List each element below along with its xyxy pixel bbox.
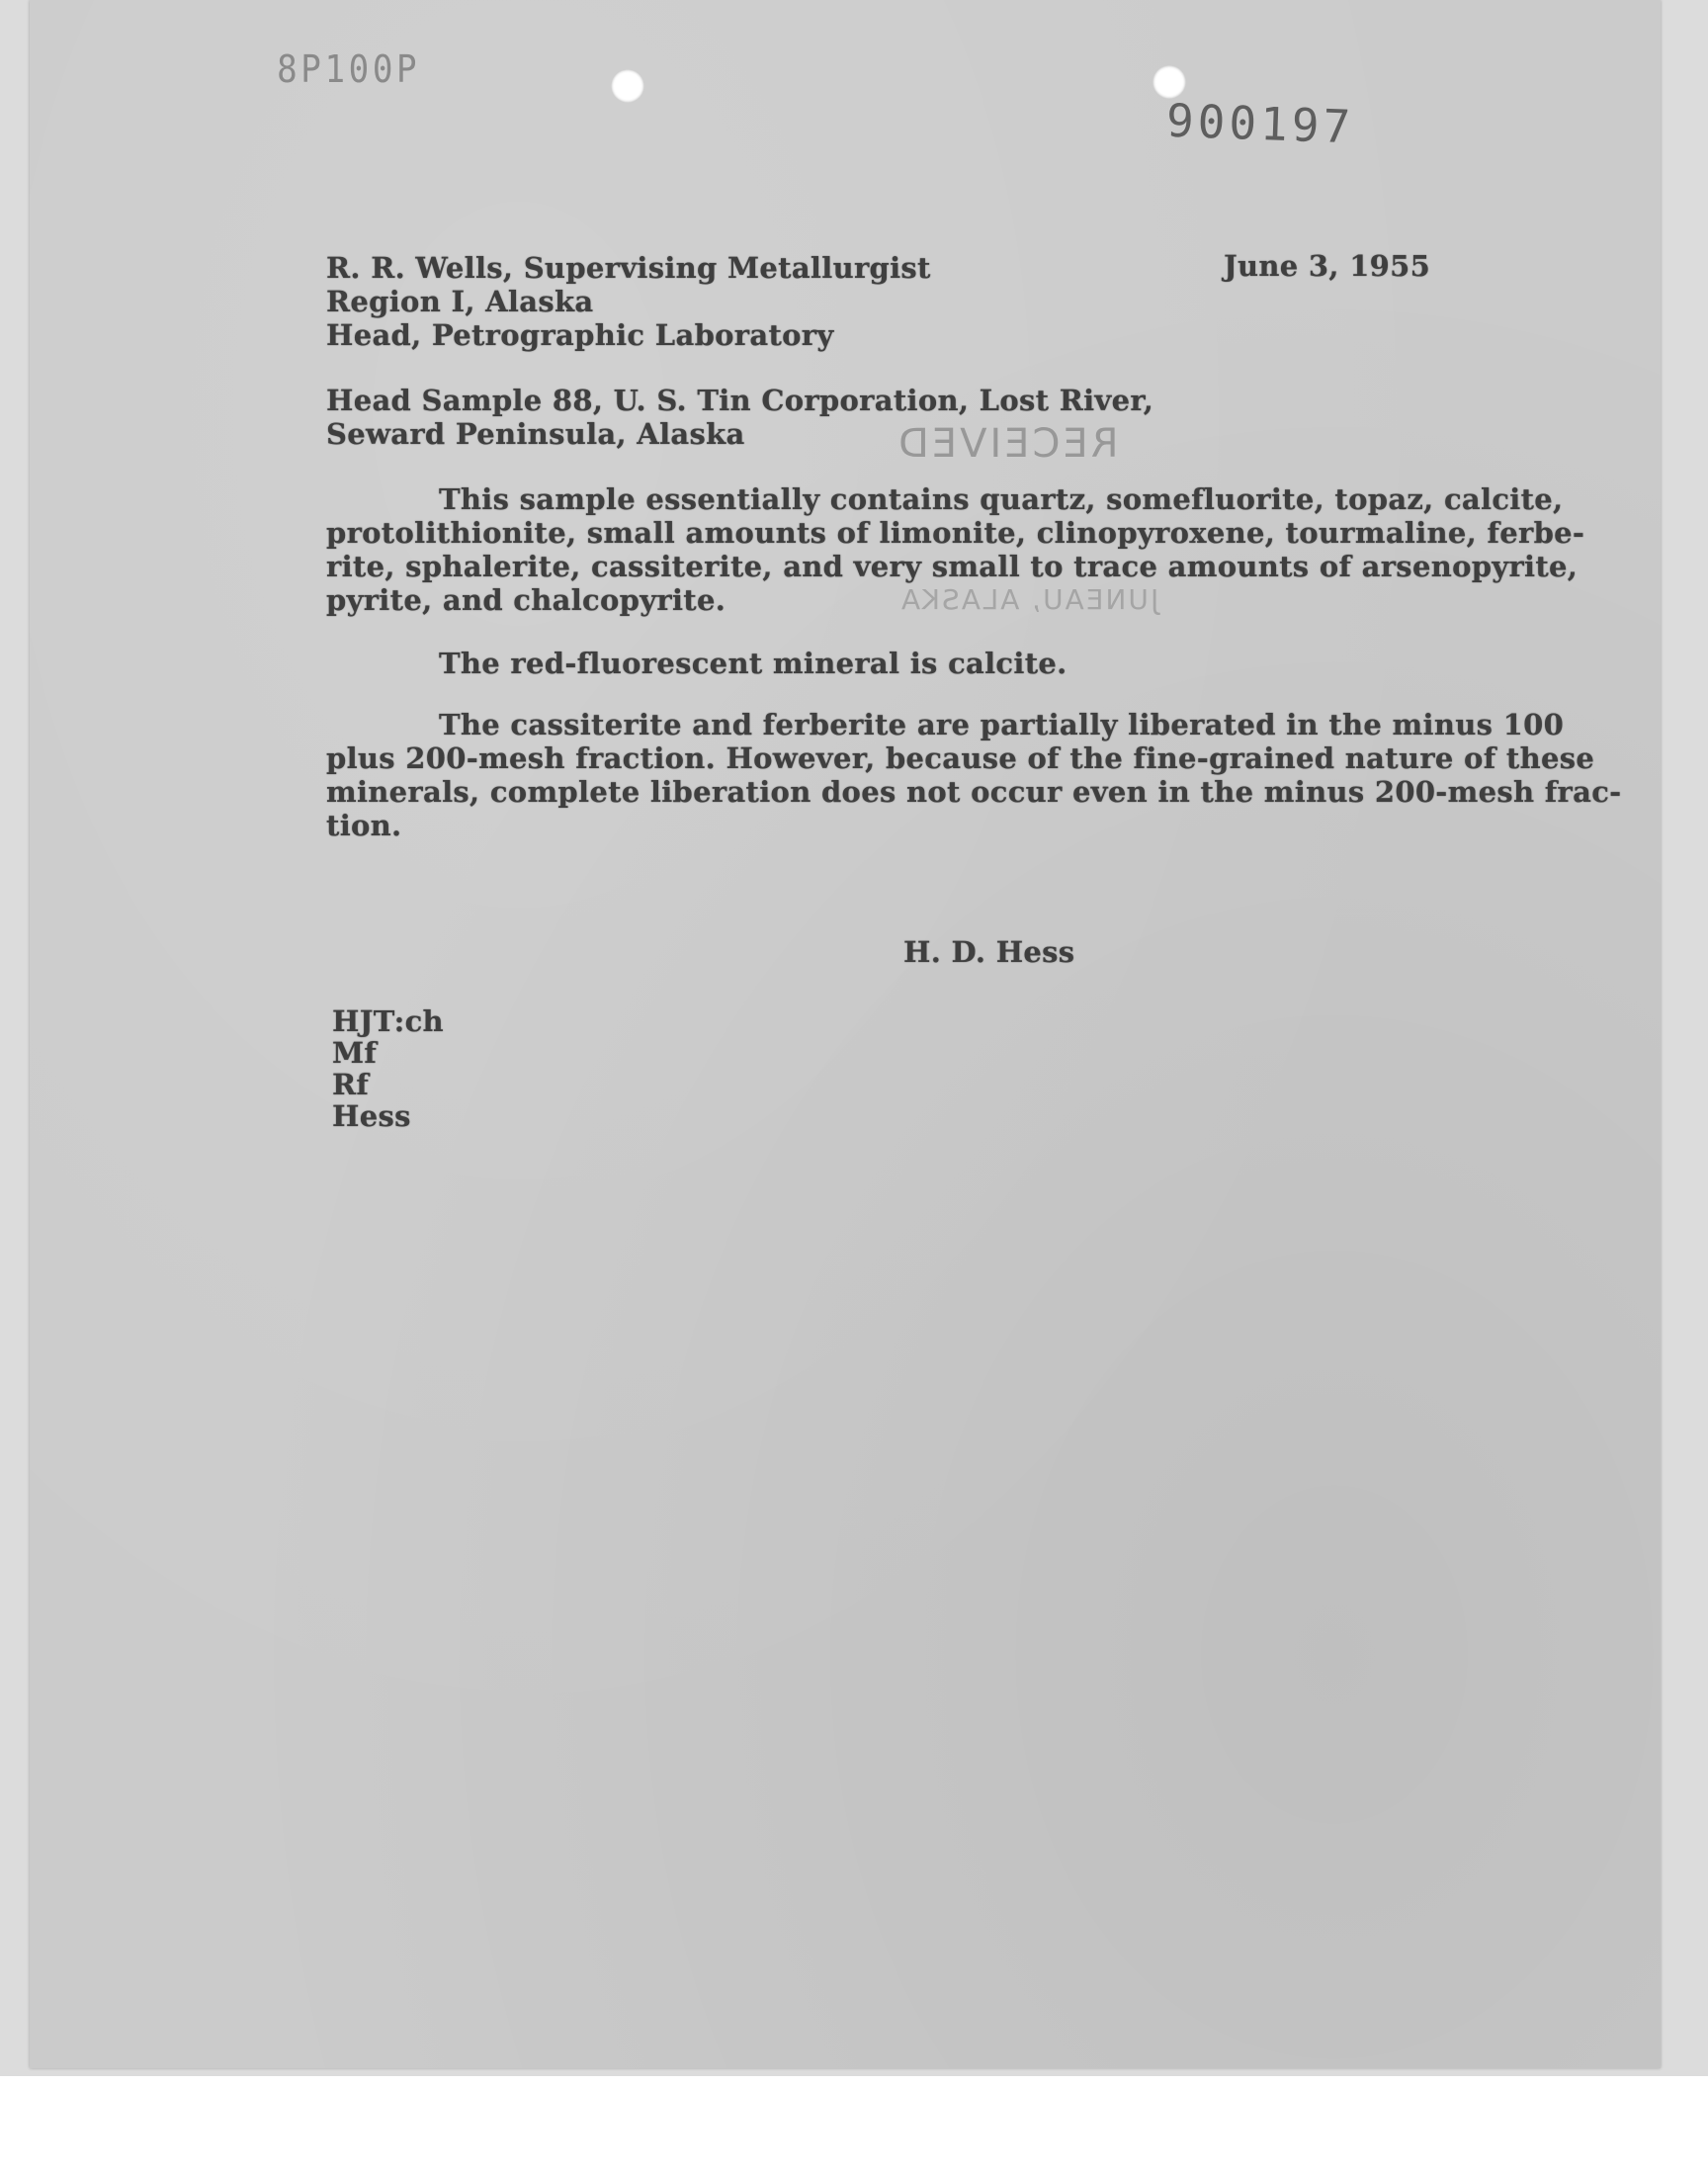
paragraph-3-line: tion.	[326, 809, 402, 842]
memo-to: Head, Petrographic Laboratory	[326, 318, 834, 352]
paragraph-1-line: This sample essentially contains quartz, somefluorite, topaz, calcite,	[439, 482, 1564, 516]
paragraph-2-line: The red-fluorescent mineral is calcite.	[439, 647, 1068, 680]
copy-distribution-item: Rf	[332, 1068, 370, 1101]
paragraph-1-line: rite, sphalerite, cassiterite, and very small to trace amounts of arsenopyrite,	[326, 550, 1579, 583]
received-stamp: RECEIVED	[896, 421, 1119, 467]
received-stamp-place: JUNEAU, ALASKA	[899, 583, 1159, 616]
copy-distribution-item: Mf	[332, 1036, 378, 1070]
paragraph-1-line: pyrite, and chalcopyrite.	[326, 583, 726, 617]
memo-date: June 3, 1955	[1224, 249, 1431, 283]
memo-subject-line-2: Seward Peninsula, Alaska	[326, 417, 745, 451]
reference-initials: HJT:ch	[332, 1004, 444, 1038]
memo-from: R. R. Wells, Supervising Metallurgist	[326, 251, 931, 285]
handwritten-number-right: 900197	[1165, 93, 1356, 154]
paragraph-3-line: plus 200-mesh fraction. However, because of the fine-grained nature of these	[326, 741, 1595, 775]
paragraph-1-line: protolithionite, small amounts of limonite, clinopyroxene, tourmaline, ferbe-	[326, 516, 1585, 550]
paragraph-3-line: The cassiterite and ferberite are partially liberated in the minus 100	[439, 708, 1565, 741]
document-page	[30, 0, 1661, 2068]
punch-hole-left	[611, 69, 644, 103]
memo-subject-line-1: Head Sample 88, U. S. Tin Corporation, Lost River,	[326, 384, 1154, 417]
copy-distribution-item: Hess	[332, 1099, 411, 1133]
signature-name: H. D. Hess	[903, 935, 1075, 969]
memo-region: Region I, Alaska	[326, 285, 594, 318]
paragraph-3-line: minerals, complete liberation does not occur even in the minus 200-mesh frac-	[326, 775, 1622, 809]
handwritten-number-left: 8P100P	[277, 47, 421, 91]
